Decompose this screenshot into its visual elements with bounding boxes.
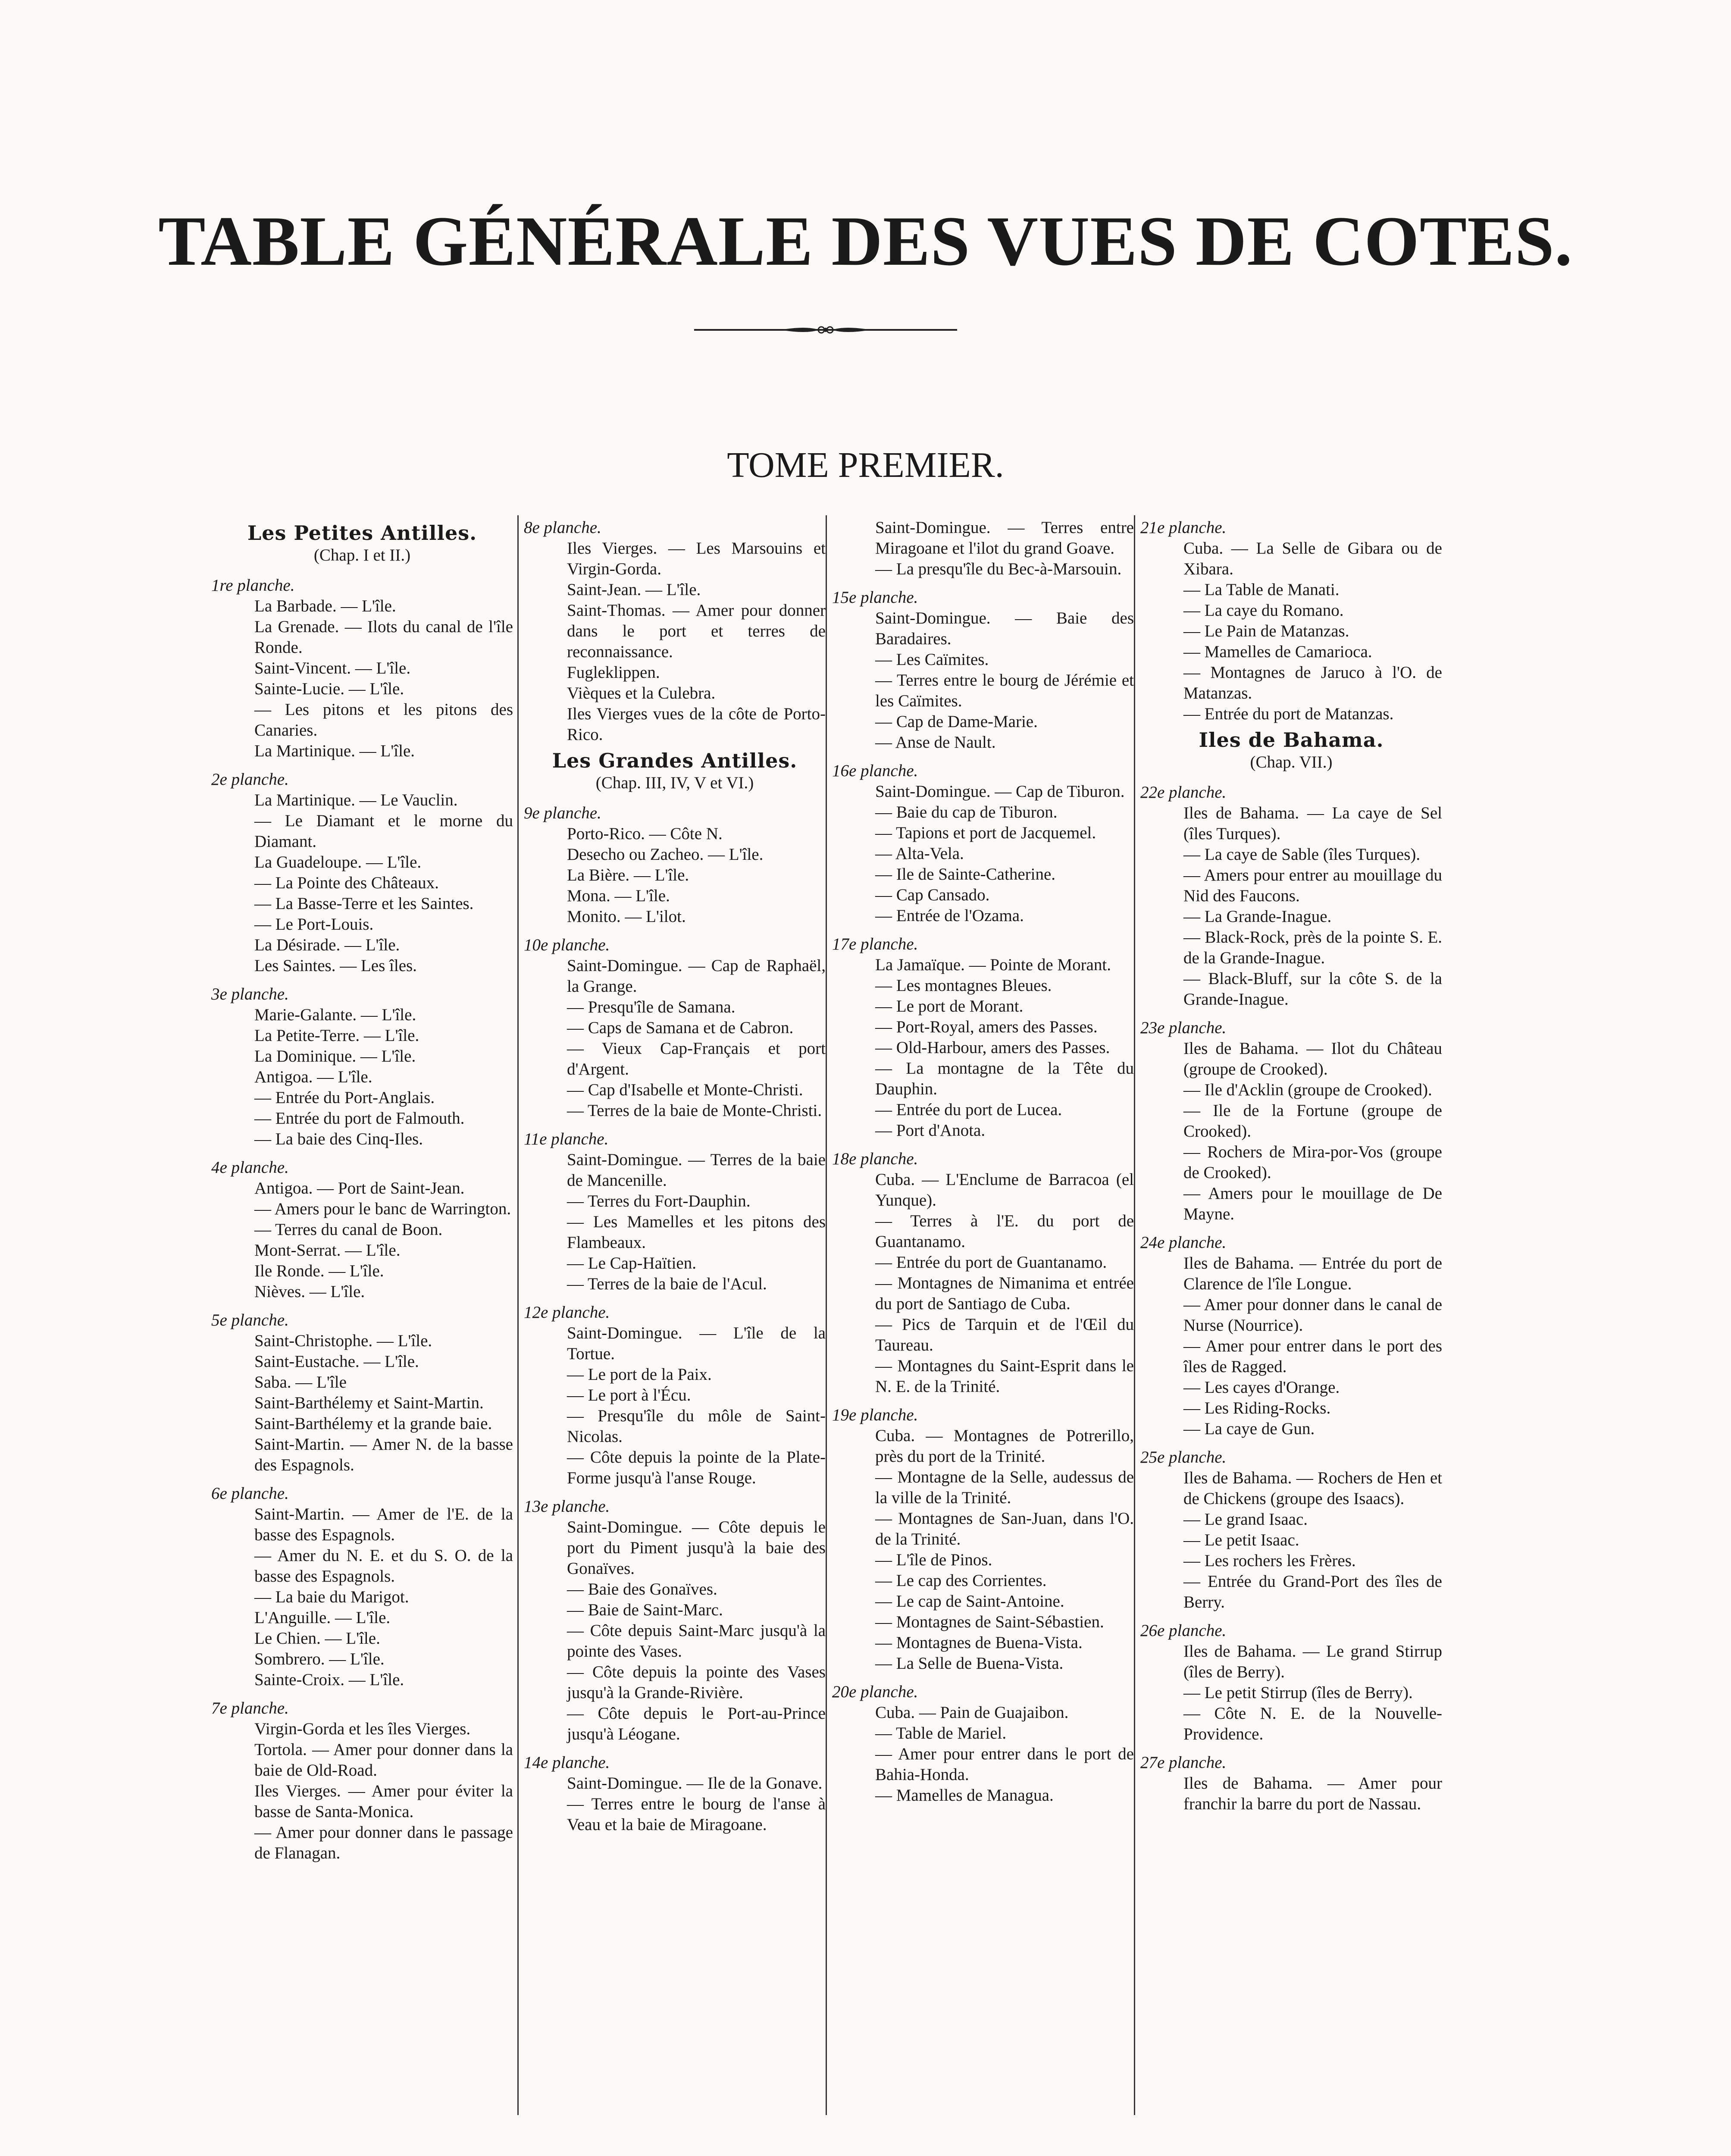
- column-3: [832, 517, 1134, 1806]
- list-item: Cuba. — Montagnes de Potrerillo, près du port de la Trinité.: [875, 1426, 1134, 1466]
- list-item: Iles de Bahama. — Le grand Stirrup (îles de Berry).: [1183, 1642, 1442, 1681]
- list-item: Iles de Bahama. — Entrée du port de Clarence de l'île Longue.: [1183, 1254, 1442, 1293]
- list-item: Saint-Martin. — Amer N. de la basse des Espagnols.: [254, 1435, 513, 1474]
- list-item: — La montagne de la Tête du Dauphin.: [875, 1059, 1134, 1098]
- plate-heading: 16e planche.: [832, 761, 918, 780]
- section-title: Les Petites Antilles.: [247, 521, 477, 545]
- list-item: — Entrée du port de Guantanamo.: [875, 1253, 1107, 1272]
- list-item: — Côte depuis la pointe des Vases jusqu'à la Grande-Rivière.: [567, 1663, 826, 1702]
- list-item: — Amers pour entrer au mouillage du Nid des Faucons.: [1183, 866, 1442, 905]
- list-item: — Le port à l'Écu.: [567, 1386, 691, 1404]
- chapter-reference: (Chap. I et II.): [313, 546, 411, 564]
- list-item: La Petite-Terre. — L'île.: [254, 1026, 419, 1045]
- list-item: — L'île de Pinos.: [875, 1551, 992, 1569]
- plate-heading: 23e planche.: [1140, 1018, 1227, 1037]
- plate-heading: 1re planche.: [211, 576, 295, 595]
- section-title: Iles de Bahama.: [1199, 728, 1384, 752]
- chapter-reference: (Chap. VII.): [1250, 753, 1333, 771]
- list-item: — Côte N. E. de la Nouvelle-Providence.: [1183, 1704, 1442, 1743]
- list-item: — Mamelles de Managua.: [875, 1786, 1054, 1805]
- list-item: — Les rochers les Frères.: [1183, 1551, 1356, 1570]
- column-rule: [826, 515, 827, 2115]
- list-item: — Côte depuis le Port-au-Prince jusqu'à Léogane.: [567, 1704, 826, 1743]
- list-item: Iles de Bahama. — La caye de Sel (îles Turques).: [1183, 804, 1442, 843]
- list-item: — Caps de Samana et de Cabron.: [567, 1018, 794, 1037]
- list-item: Tortola. — Amer pour donner dans la baie de Old-Road.: [254, 1740, 513, 1780]
- list-item: Sainte-Croix. — L'île.: [254, 1670, 404, 1689]
- list-item: — Rochers de Mira-por-Vos (groupe de Crooked).: [1183, 1143, 1442, 1182]
- list-item: — Les Riding-Rocks.: [1183, 1399, 1331, 1417]
- plate-heading: 2e planche.: [211, 770, 289, 789]
- list-item: Nièves. — L'île.: [254, 1282, 365, 1301]
- list-item: Vièques et la Culebra.: [567, 684, 716, 702]
- list-item: — La Table de Manati.: [1183, 580, 1340, 599]
- list-item: — Terres entre le bourg de Jérémie et les Caïmites.: [875, 671, 1134, 710]
- list-item: Fugleklippen.: [567, 663, 660, 682]
- list-item: Saint-Domingue. — Terres entre Miragoane et l'ilot du grand Goave.: [875, 518, 1134, 558]
- list-item: Sombrero. — L'île.: [254, 1650, 385, 1668]
- list-item: — Mamelles de Camarioca.: [1183, 642, 1372, 661]
- plate-heading: 7e planche.: [211, 1699, 289, 1717]
- list-item: Saint-Domingue. — Cap de Raphaël, la Grange.: [567, 956, 826, 996]
- list-item: — La Pointe des Châteaux.: [254, 874, 439, 892]
- list-item: Desecho ou Zacheo. — L'île.: [567, 845, 764, 864]
- list-item: — Montagnes de Nimanima et entrée du port de Santiago de Cuba.: [875, 1274, 1134, 1313]
- column-rule: [1134, 515, 1135, 2115]
- list-item: Saint-Domingue. — Cap de Tiburon.: [875, 782, 1125, 801]
- list-item: — Le Diamant et le morne du Diamant.: [254, 812, 513, 851]
- list-item: Antigoa. — Port de Saint-Jean.: [254, 1179, 465, 1197]
- list-item: Marie-Galante. — L'île.: [254, 1006, 416, 1024]
- plate-heading: 4e planche.: [211, 1158, 289, 1177]
- list-item: Saint-Martin. — Amer de l'E. de la basse des Espagnols.: [254, 1505, 513, 1544]
- list-item: Sainte-Lucie. — L'île.: [254, 680, 404, 698]
- list-item: Saint-Domingue. — Ile de la Gonave.: [567, 1774, 823, 1792]
- list-item: Saint-Barthélemy et la grande baie.: [254, 1414, 492, 1433]
- list-item: — Côte depuis la pointe de la Plate-Forme jusqu'à l'anse Rouge.: [567, 1448, 826, 1487]
- plate-heading: 20e planche.: [832, 1683, 918, 1701]
- list-item: Cuba. — Pain de Guajaibon.: [875, 1703, 1069, 1722]
- list-item: Saint-Eustache. — L'île.: [254, 1352, 419, 1371]
- list-item: — Le port de la Paix.: [567, 1365, 712, 1384]
- list-item: — Le petit Isaac.: [1183, 1531, 1299, 1549]
- list-item: — Terres à l'E. du port de Guantanamo.: [875, 1212, 1134, 1251]
- list-item: — Amers pour le mouillage de De Mayne.: [1183, 1184, 1442, 1223]
- list-item: — Ile de la Fortune (groupe de Crooked).: [1183, 1101, 1442, 1141]
- list-item: Iles de Bahama. — Ilot du Château (groupe de Crooked).: [1183, 1039, 1442, 1078]
- plate-heading: 15e planche.: [832, 588, 918, 607]
- list-item: — Baie de Saint-Marc.: [567, 1601, 723, 1619]
- list-item: Saint-Domingue. — Terres de la baie de Mancenille.: [567, 1150, 826, 1190]
- list-item: Antigoa. — L'île.: [254, 1068, 372, 1086]
- list-item: — Le cap de Saint-Antoine.: [875, 1592, 1064, 1611]
- list-item: Saint-Domingue. — Côte depuis le port du Piment jusqu'à la baie des Gonaïves.: [567, 1518, 826, 1578]
- list-item: — Tapions et port de Jacquemel.: [875, 824, 1096, 842]
- list-item: — Montagnes de Buena-Vista.: [875, 1633, 1083, 1652]
- list-item: Saint-Jean. — L'île.: [567, 580, 701, 599]
- list-item: — Port d'Anota.: [875, 1121, 986, 1140]
- list-item: — Le cap des Corrientes.: [875, 1571, 1047, 1590]
- list-item: — Vieux Cap-Français et port d'Argent.: [567, 1039, 826, 1078]
- list-item: — Les cayes d'Orange.: [1183, 1378, 1340, 1397]
- list-item: — Table de Mariel.: [875, 1724, 1007, 1742]
- list-item: — Entrée du port de Lucea.: [875, 1100, 1062, 1119]
- chapter-reference: (Chap. III, IV, V et VI.): [595, 774, 754, 792]
- column-2: [524, 517, 826, 1835]
- plate-heading: 12e planche.: [524, 1303, 610, 1322]
- plate-heading: 3e planche.: [211, 985, 289, 1003]
- plate-heading: 13e planche.: [524, 1497, 610, 1516]
- list-item: — Montagnes du Saint-Esprit dans le N. E. de la Trinité.: [875, 1357, 1134, 1396]
- list-item: — Presqu'île du môle de Saint-Nicolas.: [567, 1407, 826, 1446]
- list-item: — La Basse-Terre et les Saintes.: [254, 894, 474, 913]
- list-item: — Baie du cap de Tiburon.: [875, 803, 1058, 821]
- list-item: Ile Ronde. — L'île.: [254, 1262, 384, 1280]
- list-item: — Anse de Nault.: [875, 733, 996, 752]
- list-item: — La presqu'île du Bec-à-Marsouin.: [875, 560, 1122, 578]
- list-item: Saint-Barthélemy et Saint-Martin.: [254, 1394, 484, 1412]
- list-item: — Entrée du port de Falmouth.: [254, 1109, 465, 1128]
- list-item: Mont-Serrat. — L'île.: [254, 1241, 401, 1260]
- list-item: Iles de Bahama. — Rochers de Hen et de Chickens (groupe des Isaacs).: [1183, 1469, 1442, 1508]
- list-item: — Les Mamelles et les pitons des Flambeaux.: [567, 1213, 826, 1252]
- list-item: — Montagnes de Jaruco à l'O. de Matanzas.: [1183, 663, 1442, 702]
- plate-heading: 8e planche.: [524, 518, 601, 537]
- list-item: Iles Vierges. — Les Marsouins et Virgin-Gorda.: [567, 539, 826, 578]
- list-item: — Amer pour donner dans le passage de Flanagan.: [254, 1823, 513, 1862]
- list-item: — Terres entre le bourg de l'anse à Veau et la baie de Miragoane.: [567, 1795, 826, 1834]
- list-item: — Terres de la baie de l'Acul.: [567, 1275, 767, 1293]
- plate-heading: 17e planche.: [832, 935, 918, 953]
- plate-heading: 22e planche.: [1140, 783, 1227, 802]
- list-item: — Black-Bluff, sur la côte S. de la Grande-Inague.: [1183, 969, 1442, 1009]
- list-item: — Le grand Isaac.: [1183, 1510, 1308, 1529]
- plate-heading: 9e planche.: [524, 804, 601, 822]
- list-item: — Pics de Tarquin et de l'Œil du Taureau.: [875, 1315, 1134, 1354]
- list-item: La Guadeloupe. — L'île.: [254, 853, 422, 871]
- list-item: — Amer du N. E. et du S. O. de la basse des Espagnols.: [254, 1546, 513, 1586]
- list-item: — Amer pour donner dans le canal de Nurse (Nourrice).: [1183, 1295, 1442, 1335]
- list-item: La Jamaïque. — Pointe de Morant.: [875, 956, 1111, 974]
- list-item: Iles Vierges. — Amer pour éviter la basse de Santa-Monica.: [254, 1782, 513, 1821]
- list-item: — Old-Harbour, amers des Passes.: [875, 1038, 1110, 1057]
- list-item: — Montagne de la Selle, audessus de la ville de la Trinité.: [875, 1468, 1134, 1507]
- list-item: — Amer pour entrer dans le port de Bahia-Honda.: [875, 1745, 1134, 1784]
- list-item: — Ile d'Acklin (groupe de Crooked).: [1183, 1081, 1432, 1099]
- list-item: — Entrée du Port-Anglais.: [254, 1088, 435, 1107]
- list-item: La Barbade. — L'île.: [254, 597, 396, 615]
- list-item: — Cap d'Isabelle et Monte-Christi.: [567, 1081, 803, 1099]
- list-item: — Cap Cansado.: [875, 886, 990, 904]
- plate-heading: 21e planche.: [1140, 518, 1227, 537]
- list-item: — Entrée du Grand-Port des îles de Berry.: [1183, 1572, 1442, 1611]
- list-item: L'Anguille. — L'île.: [254, 1608, 391, 1627]
- list-item: Iles de Bahama. — Amer pour franchir la barre du port de Nassau.: [1183, 1774, 1442, 1813]
- list-item: Virgin-Gorda et les îles Vierges.: [254, 1720, 471, 1738]
- list-item: — Alta-Vela.: [875, 844, 964, 863]
- plate-heading: 6e planche.: [211, 1484, 289, 1503]
- list-item: — La caye de Gun.: [1183, 1420, 1315, 1438]
- list-item: Monito. — L'ilot.: [567, 907, 686, 926]
- list-item: — Black-Rock, près de la pointe S. E. de la Grande-Inague.: [1183, 928, 1442, 967]
- list-item: — La Selle de Buena-Vista.: [875, 1654, 1064, 1673]
- ornament-divider-icon: [694, 321, 957, 338]
- volume-heading: TOME PREMIER.: [727, 445, 1004, 485]
- list-item: — Amer pour entrer dans le port des îles de Ragged.: [1183, 1337, 1442, 1376]
- list-item: Saba. — L'île: [254, 1373, 347, 1391]
- plate-heading: 25e planche.: [1140, 1448, 1227, 1467]
- list-item: La Désirade. — L'île.: [254, 936, 400, 954]
- column-rule: [517, 515, 519, 2115]
- section-title: Les Grandes Antilles.: [552, 749, 798, 772]
- list-item: — Les montagnes Bleues.: [875, 976, 1052, 995]
- list-item: — Le Pain de Matanzas.: [1183, 622, 1349, 640]
- list-item: — La baie des Cinq-Iles.: [254, 1130, 423, 1148]
- list-item: Cuba. — La Selle de Gibara ou de Xibara.: [1183, 539, 1442, 578]
- list-item: Saint-Christophe. — L'île.: [254, 1332, 432, 1350]
- plate-heading: 14e planche.: [524, 1753, 610, 1772]
- list-item: Les Saintes. — Les îles.: [254, 956, 417, 975]
- list-item: Cuba. — L'Enclume de Barracoa (el Yunque).: [875, 1170, 1134, 1210]
- list-item: — Montagnes de San-Juan, dans l'O. de la Trinité.: [875, 1509, 1134, 1548]
- list-item: La Martinique. — Le Vauclin.: [254, 791, 458, 809]
- list-item: Saint-Vincent. — L'île.: [254, 659, 411, 677]
- plate-heading: 5e planche.: [211, 1311, 289, 1329]
- list-item: Porto-Rico. — Côte N.: [567, 824, 723, 843]
- list-item: — La caye de Sable (îles Turques).: [1183, 845, 1421, 864]
- plate-heading: 27e planche.: [1140, 1753, 1227, 1772]
- list-item: — Le port de Morant.: [875, 997, 1024, 1015]
- page-title: TABLE GÉNÉRALE DES VUES DE COTES.: [158, 202, 1573, 280]
- column-1: [211, 517, 513, 1864]
- list-item: — Cap de Dame-Marie.: [875, 712, 1038, 731]
- list-item: — La Grande-Inague.: [1183, 907, 1332, 926]
- list-item: Saint-Thomas. — Amer pour donner dans le port et terres de reconnaissance.: [567, 601, 826, 661]
- column-4: [1140, 517, 1442, 1814]
- list-item: — Terres du canal de Boon.: [254, 1220, 443, 1239]
- list-item: La Bière. — L'île.: [567, 866, 689, 884]
- plate-heading: 10e planche.: [524, 936, 610, 954]
- plate-heading: 26e planche.: [1140, 1621, 1227, 1640]
- list-item: — Le Cap-Haïtien.: [567, 1254, 696, 1272]
- list-item: Saint-Domingue. — L'île de la Tortue.: [567, 1324, 826, 1363]
- list-item: — Le Port-Louis.: [254, 915, 374, 934]
- list-item: — Presqu'île de Samana.: [567, 998, 736, 1016]
- list-item: — Les Caïmites.: [875, 650, 989, 669]
- list-item: Iles Vierges vues de la côte de Porto-Rico.: [567, 705, 826, 744]
- list-item: La Martinique. — L'île.: [254, 742, 415, 760]
- list-item: — Terres du Fort-Dauphin.: [567, 1192, 751, 1210]
- plate-heading: 19e planche.: [832, 1406, 918, 1424]
- list-item: — La caye du Romano.: [1183, 601, 1344, 620]
- list-item: — La baie du Marigot.: [254, 1588, 409, 1606]
- list-item: Saint-Domingue. — Baie des Baradaires.: [875, 609, 1134, 648]
- list-item: La Grenade. — Ilots du canal de l'île Ronde.: [254, 617, 513, 657]
- list-item: — Baie des Gonaïves.: [567, 1580, 717, 1598]
- list-item: — Le petit Stirrup (îles de Berry).: [1183, 1683, 1413, 1702]
- list-item: — Entrée de l'Ozama.: [875, 906, 1024, 925]
- plate-heading: 11e planche.: [524, 1130, 609, 1148]
- list-item: La Dominique. — L'île.: [254, 1047, 416, 1065]
- plate-heading: 18e planche.: [832, 1150, 918, 1168]
- list-item: Mona. — L'île.: [567, 887, 670, 905]
- list-item: — Côte depuis Saint-Marc jusqu'à la pointe des Vases.: [567, 1621, 826, 1661]
- list-item: Le Chien. — L'île.: [254, 1629, 380, 1648]
- list-item: — Port-Royal, amers des Passes.: [875, 1018, 1098, 1036]
- list-item: — Terres de la baie de Monte-Christi.: [567, 1101, 822, 1120]
- list-item: — Amers pour le banc de Warrington.: [254, 1200, 511, 1218]
- list-item: — Montagnes de Saint-Sébastien.: [875, 1613, 1104, 1631]
- plate-heading: 24e planche.: [1140, 1233, 1227, 1252]
- list-item: — Ile de Sainte-Catherine.: [875, 865, 1056, 884]
- list-item: — Les pitons et les pitons des Canaries.: [254, 700, 513, 740]
- list-item: — Entrée du port de Matanzas.: [1183, 705, 1394, 723]
